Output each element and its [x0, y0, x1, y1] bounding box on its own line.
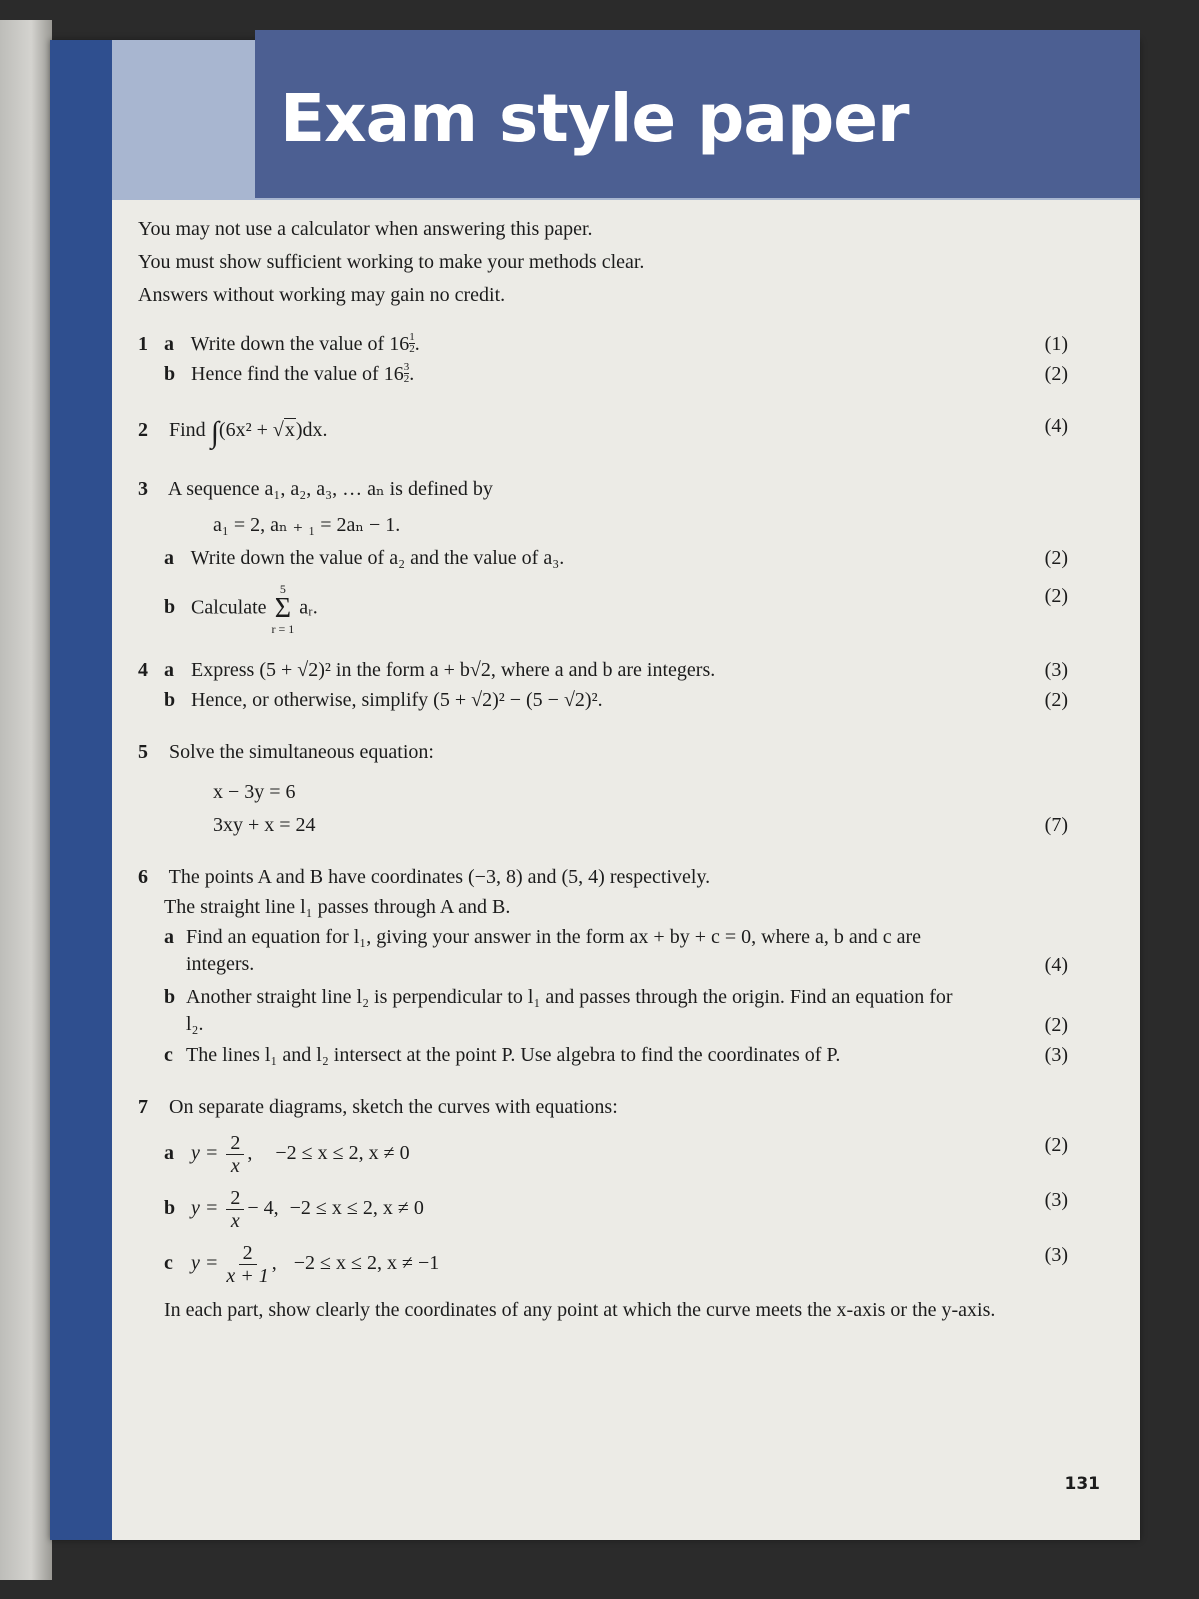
- question-6: [138, 864, 1068, 1072]
- fraction-denominator: x + 1: [226, 1264, 269, 1287]
- marks: (3): [1044, 658, 1068, 681]
- marks: (2): [1044, 1133, 1068, 1156]
- question-text: Solve the simultaneous equation:: [169, 740, 434, 763]
- domain: −2 ≤ x ≤ 2, x ≠ 0: [289, 1196, 424, 1219]
- question-7c: [138, 1242, 1068, 1287]
- fraction-denominator: x: [230, 1154, 240, 1177]
- page-title: Exam style paper: [280, 80, 909, 157]
- question-3: [138, 476, 1068, 635]
- question-4b: [138, 687, 1068, 717]
- question-3-stem: [138, 476, 1068, 506]
- marks: (2): [1044, 546, 1068, 569]
- part-label: a: [164, 333, 174, 355]
- question-number: 5: [138, 740, 148, 763]
- question-5: [138, 739, 1068, 842]
- exponent-numerator: 3: [403, 361, 410, 373]
- marks: (4): [1044, 415, 1068, 437]
- fraction-numerator: 2: [239, 1242, 257, 1265]
- page-content: [138, 216, 1068, 1324]
- question-4: [138, 657, 1068, 717]
- question-text: Express (5 + √2)² in the form a + b√2, where a and b are integers.: [191, 658, 716, 681]
- instruction-line: You must show sufficient working to make your methods clear.: [138, 251, 645, 273]
- question-number: 7: [138, 1095, 148, 1118]
- marks: (3): [1044, 1243, 1068, 1266]
- marks: (3): [1044, 1043, 1068, 1066]
- sequence-definition: a₁ = 2, aₙ ₊ ₁ = 2aₙ − 1.: [213, 513, 401, 536]
- left-page-edge: [0, 20, 52, 1580]
- question-number: 4: [138, 658, 148, 681]
- equation-tail: ,: [271, 1251, 277, 1274]
- part-label: b: [164, 363, 176, 385]
- question-3a: [138, 545, 1068, 575]
- part-label: a: [164, 925, 174, 948]
- equation-lhs: y =: [191, 1196, 219, 1219]
- marks: (3): [1044, 1188, 1068, 1211]
- question-text: Find an equation for l₁, giving your answer in the form ax + by + c = 0, where a, b and c are integers.: [186, 925, 922, 975]
- instruction-line: Answers without working may gain no credit.: [138, 284, 506, 306]
- exponent-denominator: 2: [403, 373, 410, 385]
- question-2-line: 2 Find ∫(6x² + √x)dx. (4): [138, 415, 1068, 449]
- integral-sign-icon: ∫: [210, 416, 219, 449]
- sum-lower-limit: r = 1: [271, 621, 295, 636]
- question-6-stem-2: The straight line l₁ passes through A and B.: [164, 895, 511, 918]
- question-7: [138, 1094, 1068, 1324]
- equation-lhs: y =: [191, 1251, 219, 1274]
- part-label: a: [164, 1141, 174, 1164]
- textbook-page: [50, 40, 1140, 1540]
- question-text: Hence, or otherwise, simplify (5 + √2)² − (5 − √2)².: [191, 688, 603, 711]
- question-text: The lines l₁ and l₂ intersect at the point P. Use algebra to find the coordinates of P.: [186, 1043, 841, 1066]
- question-text: A sequence a₁, a₂, a₃, … aₙ is defined by: [167, 477, 493, 500]
- fraction: [226, 1132, 244, 1177]
- part-label: a: [164, 546, 174, 569]
- question-number: 1: [138, 333, 148, 355]
- fraction-numerator: 2: [226, 1132, 244, 1155]
- integrand-part: )dx.: [295, 419, 328, 441]
- marks: (2): [1044, 363, 1068, 385]
- sum-upper-limit: 5: [279, 581, 286, 596]
- question-text: Hence find the value of 16: [191, 363, 404, 385]
- blue-spine-band: [50, 40, 112, 1540]
- question-2: [138, 413, 1068, 454]
- instructions: [138, 216, 1068, 309]
- question-1: [138, 331, 1068, 391]
- equation-tail: − 4,: [247, 1196, 279, 1219]
- sqrt-radicand: x: [284, 419, 295, 441]
- fraction: [226, 1187, 244, 1232]
- question-7a: [138, 1132, 1068, 1177]
- part-label: b: [164, 596, 176, 619]
- marks: (2): [1044, 1013, 1068, 1036]
- question-number: 3: [138, 477, 148, 500]
- part-label: b: [164, 688, 176, 711]
- question-7-footer: In each part, show clearly the coordinates of any point at which the curve meets the x-axis or the y-axis.: [164, 1298, 996, 1321]
- exponent-numerator: 1: [409, 331, 415, 343]
- question-number: 2: [138, 419, 148, 441]
- question-4a: [138, 657, 1068, 687]
- equation-2: 3xy + x = 24: [213, 813, 316, 836]
- domain: −2 ≤ x ≤ 2, x ≠ 0: [275, 1141, 410, 1164]
- part-label: a: [164, 658, 174, 681]
- marks: (1): [1044, 333, 1068, 355]
- integrand-part: (6x² +: [218, 419, 273, 441]
- question-text: Write down the value of 16: [190, 333, 410, 355]
- question-text: Calculate: [191, 596, 267, 619]
- summation-sign-icon: 5 Σ r = 1: [271, 581, 295, 636]
- fraction-denominator: x: [230, 1209, 240, 1232]
- exponent-denominator: 2: [409, 343, 415, 355]
- question-7-stem: [138, 1094, 1068, 1124]
- equation-tail: ,: [247, 1141, 253, 1164]
- page-number: 131: [1064, 1474, 1100, 1494]
- marks: (7): [1044, 813, 1068, 836]
- question-text: Find: [169, 419, 206, 441]
- question-1a: [138, 331, 1068, 361]
- question-number: 6: [138, 865, 148, 888]
- punctuation: .: [414, 333, 420, 355]
- domain: −2 ≤ x ≤ 2, x ≠ −1: [293, 1251, 440, 1274]
- marks: (2): [1044, 584, 1068, 607]
- question-5-stem: [138, 739, 1068, 769]
- part-label: b: [164, 985, 176, 1008]
- equation-1: x − 3y = 6: [213, 780, 296, 803]
- question-6a: [138, 924, 1068, 978]
- question-text: The points A and B have coordinates (−3, 8) and (5, 4) respectively.: [168, 865, 711, 888]
- punctuation: .: [409, 363, 415, 385]
- marks: (2): [1044, 688, 1068, 711]
- question-1b: [138, 361, 1068, 391]
- part-label: c: [164, 1043, 173, 1066]
- question-text: Another straight line l₂ is perpendicular to l₁ and passes through the origin. Find an equation for l₂.: [186, 985, 953, 1035]
- question-6c: [138, 1042, 1068, 1072]
- sum-body: aᵣ.: [299, 596, 318, 619]
- part-label: b: [164, 1196, 176, 1219]
- equation-2-line: [138, 812, 1068, 842]
- question-6-stem: [138, 864, 1068, 894]
- instruction-line: You may not use a calculator when answering this paper.: [138, 218, 593, 240]
- part-label: c: [164, 1251, 173, 1274]
- equation-lhs: y =: [191, 1141, 219, 1164]
- question-7b: [138, 1187, 1068, 1232]
- question-text: Write down the value of a₂ and the value of a₃.: [190, 546, 565, 569]
- question-text: On separate diagrams, sketch the curves with equations:: [169, 1095, 618, 1118]
- fraction: [226, 1242, 268, 1287]
- question-6b: [138, 984, 1068, 1038]
- question-3b: [138, 583, 1068, 635]
- marks: (4): [1044, 953, 1068, 976]
- fraction-numerator: 2: [226, 1187, 244, 1210]
